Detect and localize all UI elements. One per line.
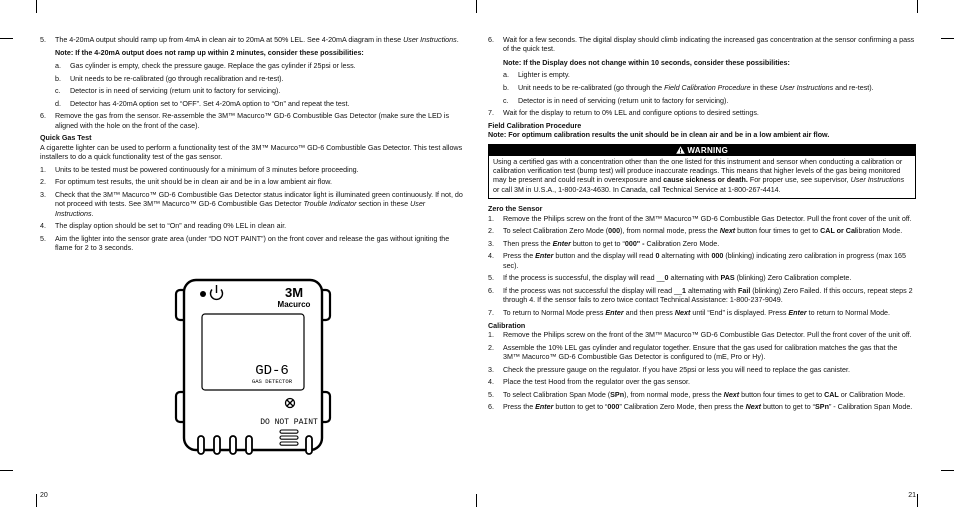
button-name: Next (723, 390, 740, 399)
button-name: Enter (605, 309, 624, 317)
manual-reference: User Instructions (850, 176, 905, 185)
item-text: Press the (503, 403, 536, 412)
item-text: Detector is in need of servicing (return unit to factory for servicing). (518, 96, 729, 105)
item-number: 6. (488, 403, 494, 412)
button-name: Enter (535, 403, 554, 412)
list-item (40, 62, 464, 71)
item-text: Units to be tested must be powered continuously for a minimum of 3 minutes before proceeding. (55, 165, 359, 174)
warning-body-text: Using a certified gas with a concentration other than the one listed for this instrument and sensor when conducting a calibration or calibration verification test (bump test) will produce inaccurate readings. This means that higher levels of the gas being monitored may be present and could result in overexposure and (493, 157, 903, 185)
item-text: Check the pressure gauge on the regulator. If you have 25psi or less you will need to replace the gas canister. (503, 365, 850, 374)
crop-mark (36, 494, 37, 507)
list-item (488, 109, 916, 118)
list-item (40, 112, 464, 131)
item-number: 6. (488, 36, 494, 44)
item-number: 2. (488, 227, 494, 236)
item-number: 5. (40, 36, 46, 44)
section-heading: Calibration (488, 321, 526, 330)
item-text: button four times to get to (739, 390, 825, 399)
display-code: SPn (610, 390, 625, 399)
paragraph: A cigarette lighter can be used to perform a functionality test of the 3M™ Macurco™ GD-6 Combustible Gas Detector. This test allows installers to do a quick functionality test of the gas sensor. (40, 143, 463, 162)
item-text: to return to Normal Mode. (806, 309, 890, 317)
item-text: in these (750, 84, 780, 92)
item-text: and then press (623, 309, 675, 317)
item-text: Remove the Philips screw on the front of the 3M™ Macurco™ GD-6 Combustible Gas Detector. Pull the front cover of the unit off. (503, 331, 912, 339)
possibilities-list (40, 62, 464, 109)
item-text: button four times to get to (735, 227, 821, 236)
item-text: Check that the 3M™ Macurco™ GD-6 Combustible Gas Detector status indicator light is illuminated green continuously. If not, do not proceed with tests. See 3M™ Macurco™ GD-6 Combustible Gas Detector (55, 190, 463, 209)
list-item (488, 252, 916, 271)
button-name: Next (674, 309, 691, 317)
item-text: ), from normal mode, press the (620, 227, 720, 236)
list-item (488, 331, 916, 340)
section-heading: Quick Gas Test (40, 134, 92, 143)
list-item (488, 227, 916, 236)
item-text: section in these (356, 200, 411, 209)
brand-logo: 3M (284, 285, 304, 300)
item-number: 2. (40, 178, 46, 187)
list-item (488, 287, 916, 306)
list-item (488, 215, 916, 224)
item-text: ibration Mode. (856, 227, 903, 236)
item-text: ), from normal mode, press the (624, 390, 724, 399)
list-item (40, 191, 464, 219)
item-text: Remove the Philips screw on the front of the 3M™ Macurco™ GD-6 Combustible Gas Detector. Pull the front cover of the unit off. (503, 214, 912, 223)
item-text: The display option should be set to “On” and reading 0% LEL in clean air. (55, 222, 287, 231)
item-number: 5. (40, 234, 46, 243)
item-number: b. (503, 84, 509, 92)
crop-mark (476, 0, 477, 13)
item-text: button to get to “ (570, 239, 625, 248)
note: Note: If the Display does not change within 10 seconds, consider these possibilities: (503, 58, 790, 67)
section-heading: Zero the Sensor (488, 205, 543, 214)
left-page (40, 36, 464, 499)
item-number: 3. (488, 365, 494, 374)
right-page (488, 36, 916, 499)
item-text: ” Calibration Zero Mode, then press the (619, 403, 746, 412)
crop-mark (0, 470, 13, 471)
item-number: d. (55, 99, 61, 108)
item-number: 6. (488, 287, 494, 295)
item-number: c. (55, 87, 61, 96)
item-text: Unit needs to be re-calibrated (go through the (518, 84, 665, 92)
list-item (488, 97, 916, 106)
item-text: Wait for a few seconds. The digital display should climb indicating the increased gas concentration at the sensor confirming a pass of the quick test. (503, 36, 915, 54)
section-heading: Field Calibration Procedure (488, 121, 582, 130)
item-text: . (91, 209, 94, 218)
item-text: For optimum test results, the unit should be in clean air and be in a low ambient air flow. (55, 178, 333, 187)
item-text: Assemble the 10% LEL gas cylinder and regulator together. Ensure that the gas used for calibration matches the gas that the 3M™ Macurco™ GD-6 Combustible Gas Detector is configured to (mE, Pro or Hy). (503, 343, 898, 361)
list-item (488, 391, 916, 400)
list-item (40, 75, 464, 84)
list-item (40, 100, 464, 109)
item-text: button and the display will read (553, 252, 656, 261)
item-text: alternating with (686, 287, 738, 295)
item-number: c. (503, 96, 509, 105)
display-code: Fail (738, 287, 751, 295)
item-number: 7. (488, 309, 494, 317)
item-text: Calibration Zero Mode. (644, 239, 720, 248)
item-number: a. (503, 71, 509, 80)
button-name: Next (745, 403, 762, 412)
screw-icon (286, 399, 295, 408)
item-text: The 4-20mA output should ramp up from 4mA in clean air to 20mA at 50% LEL. See 4-20mA diagram in these (55, 36, 404, 44)
crop-mark (917, 0, 918, 13)
list-item (488, 366, 916, 375)
item-number: 5. (488, 274, 494, 283)
list-item (40, 87, 464, 96)
item-text: button to get to “ (761, 403, 816, 412)
item-text: If the process is successful, the display will read __ (503, 274, 665, 283)
item-text: button to get to “ (553, 403, 608, 412)
item-number: 4. (488, 378, 494, 387)
item-text: Detector is in need of servicing (return unit to factory for servicing). (70, 87, 281, 96)
manual-reference: User Instructions (55, 200, 426, 218)
item-text: alternating with (659, 252, 712, 261)
item-text: (blinking) indicating zero calibration in progress (max 165 sec). (503, 252, 906, 270)
display-code: 000 (711, 252, 724, 261)
display-code: 000" - (624, 239, 645, 248)
item-text: (blinking) Zero Failed. If this occurs, repeat steps 2 through 4. If the sensor fails to zero twice contact Technical Assistance: 1-800-237-9049. (503, 287, 913, 305)
item-text: (blinking) Zero Calibration complete. (734, 274, 852, 283)
item-text: Then press the (503, 239, 553, 248)
item-text: Unit needs to be re-calibrated (go through recalibration and re-test). (70, 74, 284, 83)
warning-title: WARNING (687, 145, 729, 155)
manual-reference: Trouble Indicator (303, 200, 357, 209)
item-text: To return to Normal Mode press (503, 309, 606, 317)
manual-reference: User Instructions (403, 36, 457, 44)
button-name: Enter (788, 309, 807, 317)
list-item (40, 36, 464, 45)
status-led (200, 291, 206, 297)
crop-mark (917, 494, 918, 507)
warning-body-text: or call 3M in U.S.A., 1-800-243-4630. In Canada, call Technical Service at 1-800-267-4414. (493, 185, 781, 194)
display-code: SPn (815, 403, 829, 412)
page-number: 21 (908, 492, 916, 499)
calibration-note: Note: For optimum calibration results the unit should be in clean air and be in a low ambient air flow. (488, 131, 830, 140)
item-number: 3. (488, 239, 494, 248)
list-item (40, 235, 464, 254)
device-subtitle: GAS DETECTOR (251, 378, 293, 385)
item-number: 4. (40, 222, 46, 231)
sensor-grate (280, 430, 298, 445)
item-text: Remove the gas from the sensor. Re-assemble the 3M™ Macurco™ GD-6 Combustible Gas Detector (make sure the LED is aligned with the hole on the front of the case). (55, 112, 450, 130)
display-code: PAS (720, 274, 735, 283)
item-text: If the process was not successful the display will read __ (503, 287, 683, 295)
display-code: 000 (608, 227, 621, 236)
item-number: 4. (488, 252, 494, 261)
gd6-device-illustration (174, 276, 332, 458)
item-number: 1. (40, 165, 46, 174)
item-number: 7. (488, 109, 494, 118)
do-not-paint-label: DO NOT PAINT (260, 418, 318, 427)
item-number: b. (55, 74, 61, 83)
item-text: and re-test). (833, 84, 874, 92)
list-item (488, 403, 916, 412)
item-text: To select Calibration Span Mode ( (503, 390, 611, 399)
item-text: until “End” is displayed. Press (690, 309, 789, 317)
item-text: Wait for the display to return to 0% LEL and configure options to desired settings. (503, 109, 759, 118)
display-code: CAL (824, 390, 839, 399)
button-name: Enter (552, 239, 571, 248)
item-text: Lighter is empty. (518, 71, 570, 80)
item-text: alternating with (668, 274, 721, 283)
list-item (488, 274, 916, 283)
crop-mark (0, 38, 13, 39)
display-code: 1 (682, 287, 686, 295)
page-number: 20 (40, 492, 48, 499)
item-text: To select Calibration Zero Mode ( (503, 227, 609, 236)
display-code: 0 (655, 252, 660, 261)
warning-text (489, 156, 915, 199)
crop-mark (941, 470, 954, 471)
display-code: 000 (607, 403, 620, 412)
list-item (488, 344, 916, 363)
item-number: 2. (488, 343, 494, 352)
brand-name: Macurco (277, 300, 311, 309)
item-text: Detector has 4-20mA option set to “OFF”. Set 4-20mA option to “On” and repeat the test. (70, 99, 350, 108)
display-code: 0 (664, 274, 669, 283)
button-name: Next (719, 227, 736, 236)
item-text: Aim the lighter into the sensor grate area (under “DO NOT PAINT”) on the front cover and release the gas without igniting the flame for 2 to 3 seconds. (55, 234, 450, 253)
warning-emphasis: cause sickness or death. (663, 176, 748, 185)
item-text: or Calibration Mode. (838, 390, 906, 399)
item-text: ” - Calibration Span Mode. (828, 403, 913, 412)
list-item (40, 166, 464, 175)
item-text: Gas cylinder is empty, check the pressure gauge. Replace the gas cylinder if 25psi or less. (70, 62, 356, 70)
list-item (40, 222, 464, 231)
list-item (488, 240, 916, 249)
note: Note: If the 4-20mA output does not ramp up within 2 minutes, consider these possibilities: (55, 49, 364, 58)
list-item (488, 36, 916, 55)
crop-mark (476, 494, 477, 507)
item-text: Press the (503, 252, 536, 261)
list-item (488, 309, 916, 318)
list-item (488, 84, 916, 93)
warning-box (488, 144, 916, 200)
warning-body-text: For proper use, see supervisor, (747, 176, 851, 185)
list-item (488, 71, 916, 80)
model-name: GD-6 (255, 363, 289, 379)
list-item (40, 178, 464, 187)
list-item (488, 378, 916, 387)
item-text: Place the test Hood from the regulator over the gas sensor. (503, 378, 690, 387)
item-number: 1. (488, 214, 494, 223)
manual-reference: User Instructions (779, 84, 834, 92)
item-number: 5. (488, 390, 494, 399)
item-text: . (456, 36, 459, 44)
display-code: CAL or Cal (820, 227, 857, 236)
item-number: 3. (40, 190, 46, 199)
item-number: 1. (488, 331, 494, 339)
item-number: 6. (40, 112, 46, 121)
button-name: Enter (535, 252, 554, 261)
crop-mark (941, 38, 954, 39)
manual-reference: Field Calibration Procedure (664, 84, 751, 92)
item-number: a. (55, 62, 61, 70)
crop-mark (36, 0, 37, 13)
warning-header (489, 145, 915, 156)
warning-triangle-icon (676, 146, 685, 154)
